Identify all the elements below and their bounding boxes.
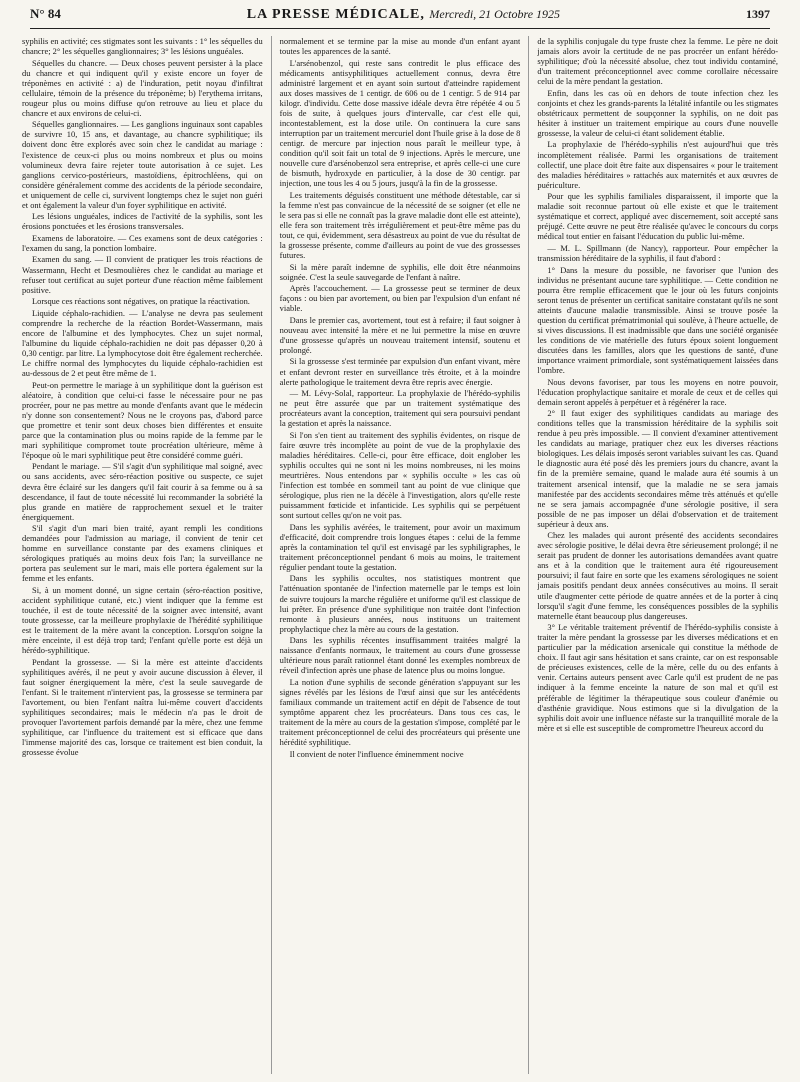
publication-title bbox=[247, 7, 560, 23]
article-paragraph: Dans les syphilis occultes, nos statistiques montrent que l'atténuation spontanée de l'infection maternelle par le temps est loin de suivre toujours la marche régulière et uniforme qu'il est classique de lui prêter. En présence d'une syphilitique non traitée dont l'infection remonte à plusieurs années, nous instituons un traitement prophylactique chez la mère au cours de la gestation. bbox=[279, 573, 521, 634]
article-paragraph: Dans le premier cas, avortement, tout est à refaire; il faut soigner à nouveau avec intensité la mère et ne lui permettre la mise en œuvre d'une grossesse qu'après un nouveau traitement intensif, soutenu et prolongé. bbox=[279, 314, 521, 355]
article-paragraph: 3° Le véritable traitement préventif de l'hérédo-syphilis consiste à traiter la mère pendant la grossesse par les diverses médications et en particulier par la médication arsenicale qui constitue la méthode de choix. Il faut agir sans hésitation et sans crainte, car on est responsable de précieuses existences, celle de la mère, celle du ou des enfants à venir. Certains auteurs pensent avec Carle qu'il est prudent de ne pas indiquer à la femme enceinte la nature de son mal et qu'il est préférable de légitimer la thérapeutique sous couleur d'anémie ou d'asthénie gravidique. Nous estimons que si la divulgation de la syphilis doit avoir une influence néfaste sur la tranquillité morale de la mère et si elle est susceptible de compromettre l'heureux accord du bbox=[537, 622, 779, 733]
article-paragraph: Les traitements déguisés constituent une méthode détestable, car si la femme n'est pas convaincue de la nécessité de se soigner (et elle ne le sera pas si elle ne connaît pas la grave maladie dont elle est atteinte), elle fera son traitement très irrégulièrement et peut-être même pas du tout, ce qui, évidemment, sera désastreux au point de vue du résultat de la grossesse présente, comme d'ailleurs au point de vue des grossesses futures. bbox=[279, 189, 521, 260]
article-paragraph: Examens de laboratoire. — Ces examens sont de deux catégories : l'examen du sang, la ponction lombaire. bbox=[22, 232, 263, 253]
article-paragraph: Pendant le mariage. — S'il s'agit d'un syphilitique mal soigné, avec ou sans accidents, avec séro-réaction positive ou suspecte, ce sujet devra être éclairé sur les dangers qu'il fait courir à sa femme ou à sa descendance, il faut de toute nécessité lui recommander la sobriété la plus grande en matière de rapprochement sexuel et le traiter énergiquement. bbox=[22, 461, 263, 522]
article-paragraph: La prophylaxie de l'hérédo-syphilis n'est aujourd'hui que très incomplètement réalisée. Parmi les organisations de traitement collectif, une place doit être faite aux dispensaires « pour le traitement des maladies héréditaires » rattachés aux maternités et aux œuvres de puériculture. bbox=[537, 139, 779, 190]
article-paragraph: Les lésions unguéales, indices de l'activité de la syphilis, sont les érosions ponctuées et les érosions transversales. bbox=[22, 211, 263, 232]
article-paragraph: Nous devons favoriser, par tous les moyens en notre pouvoir, l'éducation prophylactique sanitaire et morale de ceux et de celles qui demain seront appelés à perpétuer et à régénérer la race. bbox=[537, 376, 779, 407]
article-paragraph: Si la mère paraît indemne de syphilis, elle doit être néanmoins soignée. C'est la seule sauvegarde de l'enfant à naître. bbox=[279, 261, 521, 282]
page-number: 1397 bbox=[745, 7, 770, 21]
article-paragraph: Pour que les syphilis familiales disparaissent, il importe que la maladie soit reconnue partout où elle existe et que le traitement systématique et correct, appliqué avec discernement, soit accepté sans préjugé. Cette œuvre ne peut être réalisée qu'avec le concours du corps médical tout entier en faisant l'éducation du public lui-même. bbox=[537, 191, 779, 242]
article-paragraph: — M. L. Spillmann (de Nancy), rapporteur. Pour empêcher la transmission héréditaire de la syphilis, il faut d'abord : bbox=[537, 242, 779, 263]
article-paragraph: Lorsque ces réactions sont négatives, on pratique la réactivation. bbox=[32, 296, 250, 307]
article-paragraph: Chez les malades qui auront présenté des accidents secondaires avec sérologie positive, le délai devra être sérieusement prolongé; il ne serait pas prudent de donner les autorisations demandées avant quatre ans et à la condition que le traitement aura été rigoureusement poursuivi; il faut faire en sorte que les examens sérologiques ne soient jamais positifs pendant deux années consécutives au moins. Il serait utile d'augmenter cette période de quatre années et de la porter à cinq lorsqu'il s'agit d'une femme, les conséquences possibles de la syphilis maternelle étant beaucoup plus dangereuses. bbox=[537, 530, 779, 621]
page-header bbox=[30, 6, 770, 29]
issue-number: N° 84 bbox=[30, 6, 61, 21]
article-paragraph: Si la grossesse s'est terminée par expulsion d'un enfant vivant, mère et enfant devront rester en surveillance très étroite, et à la moindre alerte pathologique le traitement devra être repris avec énergie. bbox=[279, 356, 521, 387]
article-paragraph: Pendant la grossesse. — Si la mère est atteinte d'accidents syphilitiques avérés, il ne peut y avoir aucune discussion à élever, il faut soigner énergiquement la mère, c'est la seule sauvegarde de l'enfant. Si le traitement n'intervient pas, la grossesse se terminera par l'avortement, ou bien l'enfant naîtra lui-même couvert d'accidents syphilitiques secondaires; mais le médecin n'a pas le droit de provoquer l'avortement parfois demandé par la mère, chez une femme syphilitique, car l'influence du traitement est si efficace que dans l'immense majorité des cas, lorsque ce traitement est bien conduit, la grossesse évolue bbox=[22, 656, 263, 758]
article-paragraph: La notion d'une syphilis de seconde génération s'appuyant sur les signes révélés par les lésions de l'œuf ainsi que sur les antécédents familiaux commande un traitement actif en dépit de l'absence de tout symptôme apparent chez les procréateurs. Dans tous ces cas, le traitement de la mère au cours de la gestation s'impose, complété par le traitement préconceptionnel de celui des procréateurs qui présente une hérédité syphilitique. bbox=[279, 676, 521, 748]
article-paragraph: normalement et se termine par la mise au monde d'un enfant ayant toutes les apparences de la santé. bbox=[279, 36, 521, 57]
article-paragraph: 2° Il faut exiger des syphilitiques candidats au mariage des conditions telles que la transmission héréditaire de la syphilis soit rendue à peu près impossible. — Il convient d'examiner attentivement les candidats au mariage, pratiquer chez eux les diverses réactions biologiques. Les délais imposés seront variables suivant les cas. Quand le diagnostic aura été posé dès les premiers jours du chancre, avant la fin de la première semaine, quand le malade aura été soumis à un traitement arsenical intensif, que la maladie ne se sera jamais manifestée par des accidents secondaires même très atténués et qu'elle ne se sera jamais accompagnée d'une sérologie positive, il sera possible de ne pas imposer un délai d'observation et de traitement supérieur à deux ans. bbox=[537, 408, 779, 529]
text-column-3 bbox=[528, 36, 778, 1074]
article-paragraph: Il convient de noter l'influence éminemment nocive bbox=[289, 748, 464, 759]
article-paragraph: Liquide céphalo-rachidien. — L'analyse ne devra pas seulement comprendre la recherche de la réaction Bordet-Wassermann, mais encore de l'albumine et des lymphocytes. Chez un sujet normal, l'albumine du liquide céphalo-rachidien ne doit pas dépasser 0,20 à 0,30 centigr. par litre. La lymphocytose doit être également recherchée. Le chiffre normal des lymphocytes du liquide céphalo-rachidien est au-dessous de 2 et peut être même de 1. bbox=[22, 307, 263, 378]
article-paragraph: Dans les syphilis récentes insuffisamment traitées malgré la naissance d'enfants normaux, le traitement au cours d'une grossesse ultérieure nous paraît rationnel étant donné les exemples nombreux de réveil d'infection après une phase de latence plus ou moins longue. bbox=[279, 635, 521, 676]
article-paragraph: syphilis en activité; ces stigmates sont les suivants : 1° les séquelles du chancre; 2° les séquelles ganglionnaires; 3° les lésions unguéales. bbox=[22, 36, 263, 57]
article-paragraph: Si, à un moment donné, un signe certain (séro-réaction positive, accident syphilitique cutané, etc.) vient indiquer que la femme est touchée, il est de toute nécessité de la soigner avec intensité, avant toute grossesse, car la meilleure prophylaxie de l'hérédité syphilitique est le traitement de la mère avant la conception. Lorsqu'on soigne la mère enceinte, il est déjà trop tard; l'enfant qu'elle porte est déjà un hérédo-syphilitique. bbox=[22, 584, 263, 656]
text-column-1 bbox=[22, 36, 263, 1074]
article-paragraph: — M. Lévy-Solal, rapporteur. La prophylaxie de l'hérédo-syphilis ne peut être assurée que par un traitement systématique des procréateurs avant la conception, traitement qui sera poursuivi pendant la gestation et après la naissance. bbox=[279, 388, 521, 429]
article-paragraph: Examen du sang. — Il convient de pratiquer les trois réactions de Wassermann, Hecht et Desmoulières chez le candidat au mariage et refuser tout certificat au sujet porteur d'une réaction même faiblement positive. bbox=[22, 254, 263, 295]
article-paragraph: Peut-on permettre le mariage à un syphilitique dont la guérison est aléatoire, à condition que celui-ci fasse le nécessaire pour ne pas procréer, pour ne pas mettre au monde d'enfants avant que le médecin n'y donne son consentement? Nous ne le croyons pas, d'abord parce que promettre et tenir sont deux choses bien différentes et ensuite parce que la contamination plus ou moins rapide de la femme par le mari syphilitique compromet toute procréation ultérieure, même à l'époque où le mari syphilitique peut être considéré comme guéri. bbox=[22, 379, 263, 460]
article-paragraph: L'arsénobenzol, qui reste sans contredit le plus efficace des médicaments antisyphilitiques actuellement connus, devra être administré largement et en ayant soin surtout d'atteindre rapidement aux doses massives de 1 centigr. de 606 ou de 1 centigr. 5 de 914 par kilogr. d'individu. Cette dose massive idéale devra être répétée 4 ou 5 fois de suite, à quelques jours d'intervalle, car c'est elle qui, incontestablement, est la dose utile. On continuera la cure sans interruption par un traitement mercuriel dont l'huile grise à la dose de 8 centigr. de mercure par injection nous paraît le meilleur type, à condition qu'il soit fait un total de 9 injections. Après le mercure, une nouvelle cure d'arsénobenzol sera entreprise, et après celle-ci une cure de bismuth, hydroxyde en particulier, à la dose de 30 centigr. par injection, une tous les 4 ou 5 jours, jusqu'à la fin de la grossesse. bbox=[279, 57, 521, 189]
article-paragraph: Séquelles du chancre. — Deux choses peuvent persister à la place du chancre et qui indiquent qu'il y existe encore un foyer de tréponèmes en activité : a) de l'induration, petit noyau d'infiltrat cellulaire, témoin de la présence du tréponème; b) l'erythema irritans, rougeur plus ou moins diffuse qu'on retrouve au lieu et place du chancre et aux environs de celui-ci. bbox=[22, 57, 263, 118]
article-paragraph: S'il s'agit d'un mari bien traité, ayant rempli les conditions demandées pour l'admission au mariage, il convient de tenir cet homme en surveillance constante par des examens cliniques et sérologiques pratiqués au moins deux fois l'an; la surveillance ne portera pas seulement sur le mari, mais elle portera également sur la femme et les enfants. bbox=[22, 523, 263, 584]
article-paragraph: Après l'accouchement. — La grossesse peut se terminer de deux façons : ou bien par avortement, ou bien par l'expulsion d'un enfant né viable. bbox=[279, 283, 521, 314]
text-columns bbox=[22, 36, 778, 1074]
text-column-2 bbox=[271, 36, 521, 1074]
publication-date: Mercredi, 21 Octobre 1925 bbox=[429, 7, 561, 21]
article-paragraph: Si l'on s'en tient au traitement des syphilis évidentes, on risque de faire œuvre très incomplète au point de vue de la prophylaxie des maladies héréditaires. Celle-ci, pour être efficace, doit englober les syphilis occultes qui ne sont ni les moins nombreuses, ni les moins meurtrières. Nous entendons par « syphilis occulte » les cas où l'infection est tombée en sommeil tant au point de vue clinique que sérologique, plus rien ne la décèle à l'investigation, alors qu'elle reste puissamment fœticide et infanticide. Les syphilis qui se perpétuent sont surtout celles qu'on ne voit pas. bbox=[279, 429, 521, 521]
article-paragraph: Enfin, dans les cas où en dehors de toute infection chez les conjoints et chez les grands-parents la létalité infantile ou les stigmates obstétricaux permettent de soupçonner la syphilis, on ne doit pas hésiter à instituer un traitement empirique au cours d'une nouvelle grossesse, la valeur de celui-ci étant solidement établie. bbox=[537, 87, 779, 138]
article-paragraph: 1° Dans la mesure du possible, ne favoriser que l'union des individus ne présentant aucune tare syphilitique. — Cette condition ne pourra être remplie efficacement que le jour où les futurs conjoints seront tenus de présenter un certificat sanitaire constatant qu'ils ne sont atteints d'aucune maladie transmissible. Ainsi se trouve posée la question du certificat prématrimonial qui soulève, à l'heure actuelle, de si vives discussions. Il est inadmissible que dans une société organisée les conditions de vie matérielle des futurs époux soient longuement discutées dans les familles, alors que les questions de santé, d'une importance vraiment primordiale, sont systématiquement laissées dans l'ombre. bbox=[537, 264, 779, 375]
article-paragraph: de la syphilis conjugale du type fruste chez la femme. Le père ne doit jamais alors avoir la certitude de ne pas procréer un enfant hérédo-syphilitique; d'où la nécessité absolue, chez tout individu contaminé, d'un traitement préconceptionnel avec comme corollaire nécessaire celui de la mère pendant la gestation. bbox=[537, 36, 779, 87]
article-paragraph: Séquelles ganglionnaires. — Les ganglions inguinaux sont capables de survivre 10, 15 ans, et davantage, au chancre syphilitique; ils doivent donc être explorés avec soin chez le candidat au mariage : l'existence de ceux-ci plus ou moins nombreux et plus ou moins volumineux devra faire rejeter toute autorisation à ce sujet. Les ganglions cervico-postérieurs, mastoïdiens, épitrochléens, qui on considère généralement comme des accidents de la période secondaire, et uniquement de celle ci, survivent longtemps chez le sujet non guéri et ont également la valeur d'un foyer syphilitique en activité. bbox=[22, 119, 263, 210]
publication-name: LA PRESSE MÉDICALE, bbox=[246, 7, 425, 22]
article-paragraph: Dans les syphilis avérées, le traitement, pour avoir un maximum d'efficacité, doit comprendre trois longues étapes : celui de la femme après la contamination tel qu'il est envisagé par les syphiligraphes, le traitement préconceptionnel pendant 6 mois au moins, le traitement régulier pendant toute la gestation. bbox=[279, 521, 521, 572]
